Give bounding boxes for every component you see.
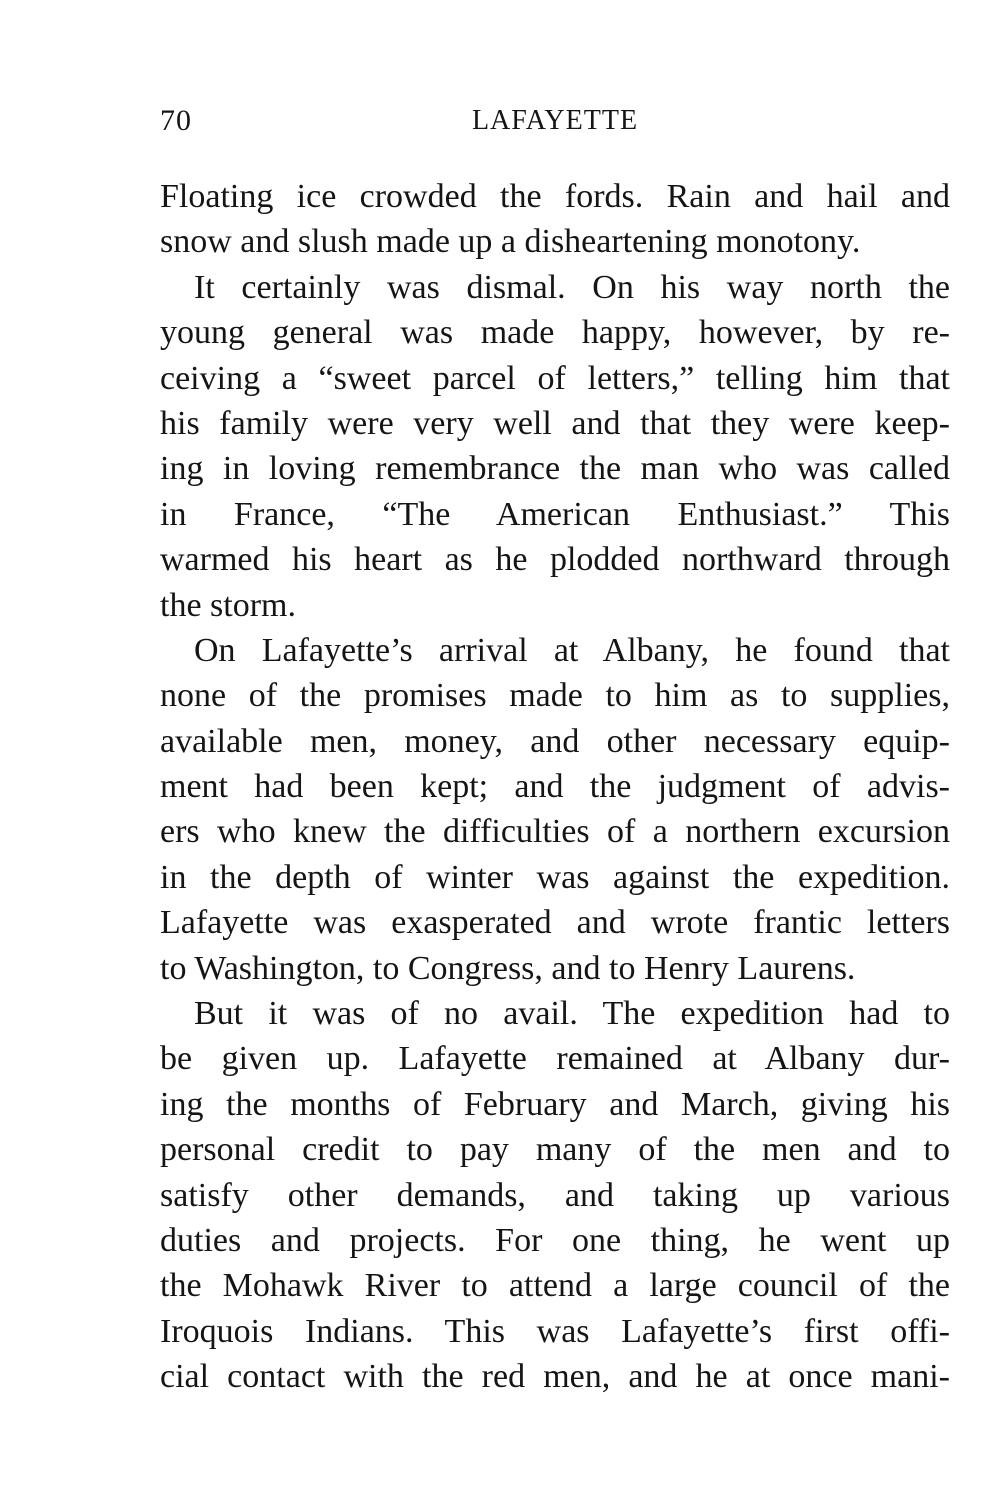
text-line: the storm. (160, 586, 296, 624)
running-title: LAFAYETTE (471, 105, 639, 136)
paragraph-first-line: On Lafayette’s arrival at Albany, he found that (194, 631, 950, 669)
text-line: none of the promises made to him as to supplies, (160, 677, 950, 715)
text-line: duties and projects. For one thing, he went up (160, 1221, 950, 1259)
text-line: in the depth of winter was against the expedition. (160, 858, 950, 896)
paragraph-first-line: It certainly was dismal. On his way north the (194, 268, 950, 306)
text-line: young general was made happy, however, by re- (160, 314, 950, 352)
text-line: ceiving a “sweet parcel of letters,” telling him that (160, 359, 950, 397)
text-line: cial contact with the red men, and he at once mani- (160, 1358, 950, 1396)
text-line: ers who knew the difficulties of a northern excursion (160, 813, 950, 851)
text-line: ing the months of February and March, giving his (160, 1085, 950, 1123)
text-line: to Washington, to Congress, and to Henry Laurens. (160, 949, 856, 987)
text-line: snow and slush made up a disheartening monotony. (160, 223, 861, 261)
text-line: Iroquois Indians. This was Lafayette’s first offi- (160, 1312, 950, 1350)
text-line: in France, “The American Enthusiast.” This (160, 495, 950, 533)
text-line: ing in loving remembrance the man who was called (160, 450, 950, 488)
text-line: satisfy other demands, and taking up various (160, 1176, 950, 1214)
text-line: ment had been kept; and the judgment of advis- (160, 768, 950, 806)
text-line: his family were very well and that they were keep- (160, 404, 950, 442)
text-line: Floating ice crowded the fords. Rain and hail and (160, 178, 950, 215)
text-line: the Mohawk River to attend a large council of the (160, 1267, 950, 1305)
text-line: available men, money, and other necessary equip- (160, 722, 950, 760)
text-line: warmed his heart as he plodded northward through (160, 541, 950, 579)
paragraph-first-line: But it was of no avail. The expedition had to (194, 995, 950, 1033)
text-line: Lafayette was exasperated and wrote frantic letters (160, 904, 950, 942)
text-line: be given up. Lafayette remained at Albany dur- (160, 1040, 950, 1078)
running-head (160, 96, 950, 146)
text-line: personal credit to pay many of the men and to (160, 1131, 950, 1169)
page-number: 70 (160, 104, 192, 137)
body-text (160, 174, 950, 1400)
